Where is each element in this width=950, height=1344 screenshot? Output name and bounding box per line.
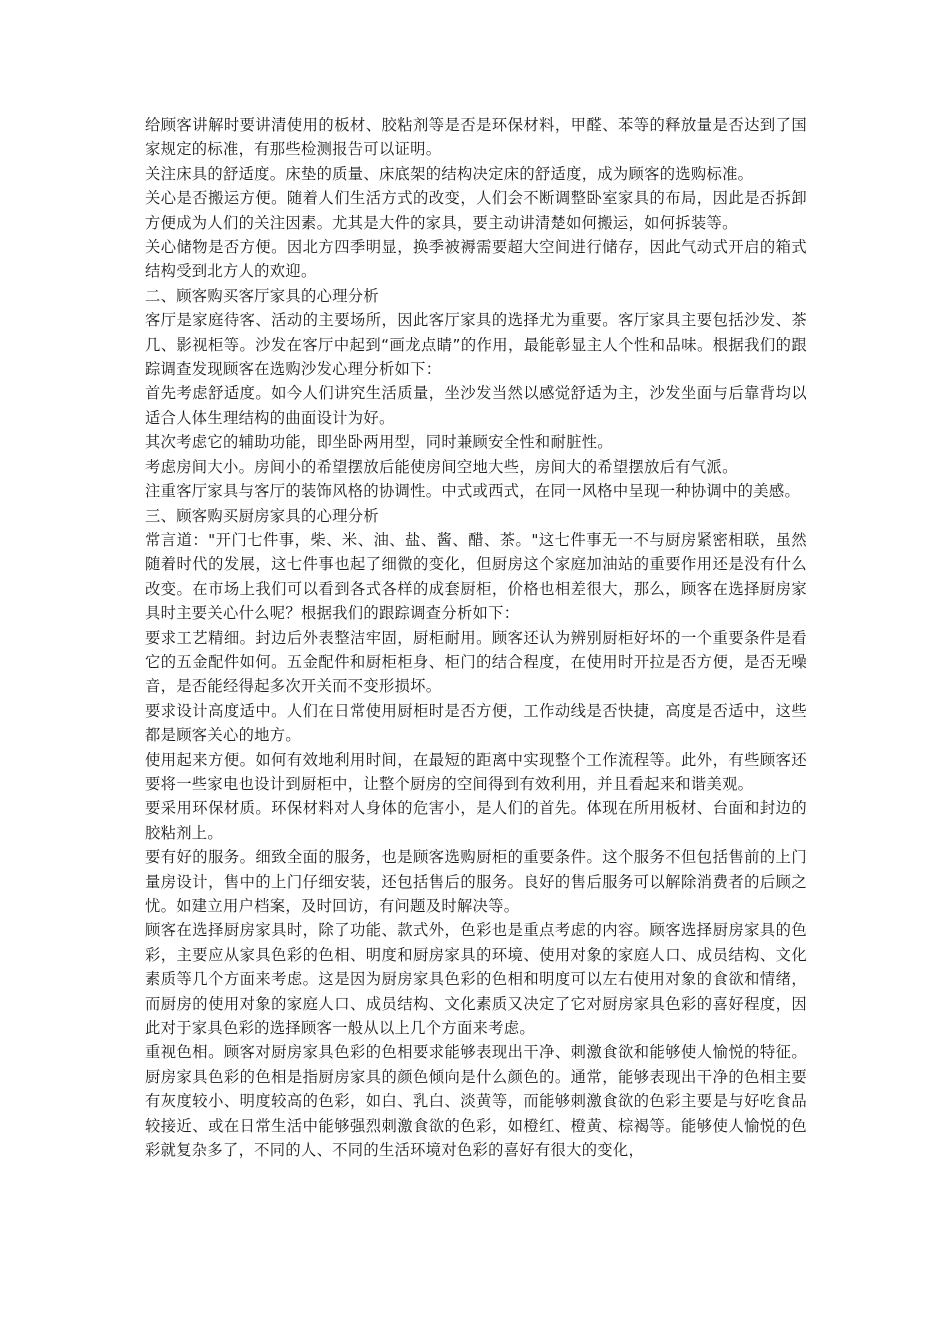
paragraph-2: 关注床具的舒适度。床垫的质量、床底架的结构决定床的舒适度，成为顾客的选购标准。 bbox=[145, 164, 754, 183]
paragraph-3: 关心是否搬运方便。随着人们生活方式的改变，人们会不断调整卧室家具的布局，因此是否拆卸方便成为人们的关注因素。尤其是大件的家具，要主动讲清楚如何搬运，如何拆装等。 bbox=[145, 189, 807, 232]
paragraph-14: 要采用环保材质。环保材料对人身体的危害小，是人们的首先。体现在所用板材、台面和封边的胶粘剂上。 bbox=[145, 799, 807, 842]
paragraph-10: 常言道："开门七件事，柴、米、油、盐、酱、醋、茶。"这七件事无一不与厨房紧密相联，虽然随着时代的发展，这七件事也起了细微的变化，但厨房这个家庭加油站的重要作用还是没有什么改变。在市场上我们可以看到各式各样的成套厨柜，价格也相差很大，那么，顾客在选择厨房家具时主要关心什么呢？根据我们的跟踪调查分析如下： bbox=[145, 530, 807, 623]
paragraph-13: 使用起来方便。如何有效地利用时间，在最短的距离中实现整个工作流程等。此外，有些顾客还要将一些家电也设计到厨柜中，让整个厨房的空间得到有效利用，并且看起来和谐美观。 bbox=[145, 750, 807, 793]
paragraph-12: 要求设计高度适中。人们在日常使用厨柜时是否方便，工作动线是否快捷，高度是否适中，这些都是顾客关心的地方。 bbox=[145, 701, 807, 745]
paragraph-16: 顾客在选择厨房家具时，除了功能、款式外，色彩也是重点考虑的内容。顾客选择厨房家具的色彩，主要应从家具色彩的色相、明度和厨房家具的环境、使用对象的家庭人口、成员结构、文化素质等几个方面来考虑。这是因为厨房家具色彩的色相和明度可以左右使用对象的食欲和情绪，而厨房的使用对象的家庭人口、成员结构、文化素质又决定了它对厨房家具色彩的喜好程度，因此对于家具色彩的选择顾客一般从以上几个方面来考虑。 bbox=[145, 921, 807, 1038]
section-heading-kitchen: 三、顾客购买厨房家具的心理分析 bbox=[145, 506, 379, 525]
paragraph-5: 客厅是家庭待客、活动的主要场所，因此客厅家具的选择尤为重要。客厅家具主要包括沙发、茶几、影视柜等。沙发在客厅中起到“画龙点睛”的作用，最能彰显主人个性和品味。根据我们的跟踪调查发现顾客在选购沙发心理分析如下： bbox=[145, 311, 807, 379]
document-body bbox=[145, 113, 807, 1162]
paragraph-15: 要有好的服务。细致全面的服务，也是顾客选购厨柜的重要条件。这个服务不但包括售前的上门量房设计，售中的上门仔细安装，还包括售后的服务。良好的售后服务可以解除消费者的后顾之忧。如建立用户档案，及时回访，有问题及时解决等。 bbox=[145, 848, 807, 915]
paragraph-6: 首先考虑舒适度。如今人们讲究生活质量，坐沙发当然以感觉舒适为主，沙发坐面与后靠背均以适合人体生理结构的曲面设计为好。 bbox=[145, 384, 807, 427]
paragraph-17: 重视色相。顾客对厨房家具色彩的色相要求能够表现出干净、刺激食欲和能够使人愉悦的特征。厨房家具色彩的色相是指厨房家具的颜色倾向是什么颜色的。通常，能够表现出干净的色相主要有灰度较小、明度较高的色彩，如白、乳白、淡黄等，而能够刺激食欲的色彩主要是与好吃食品较接近、或在日常生活中能够强烈刺激食欲的色彩，如橙红、橙黄、棕褐等。能够使人愉悦的色彩就复杂多了，不同的人、不同的生活环境对色彩的喜好有很大的变化， bbox=[145, 1043, 807, 1160]
section-heading-living-room: 二、顾客购买客厅家具的心理分析 bbox=[145, 286, 379, 305]
paragraph-7: 其次考虑它的辅助功能，即坐卧两用型，同时兼顾安全性和耐脏性。 bbox=[145, 433, 613, 452]
paragraph-1: 给顾客讲解时要讲清使用的板材、胶粘剂等是否是环保材料，甲醛、苯等的释放量是否达到了国家规定的标准，有那些检测报告可以证明。 bbox=[145, 116, 807, 159]
paragraph-11: 要求工艺精细。封边后外表整洁牢固，厨柜耐用。顾客还认为辨别厨柜好坏的一个重要条件是看它的五金配件如何。五金配件和厨柜柜身、柜门的结合程度，在使用时开拉是否方便，是否无噪音，是否能经得起多次开关而不变形损坏。 bbox=[145, 628, 807, 696]
paragraph-9: 注重客厅家具与客厅的装饰风格的协调性。中式或西式，在同一风格中呈现一种协调中的美感。 bbox=[145, 482, 801, 501]
paragraph-4: 关心储物是否方便。因北方四季明显，换季被褥需要超大空间进行储存，因此气动式开启的箱式结构受到北方人的欢迎。 bbox=[145, 238, 807, 281]
paragraph-8: 考虑房间大小。房间小的希望摆放后能使房间空地大些，房间大的希望摆放后有气派。 bbox=[145, 457, 738, 476]
